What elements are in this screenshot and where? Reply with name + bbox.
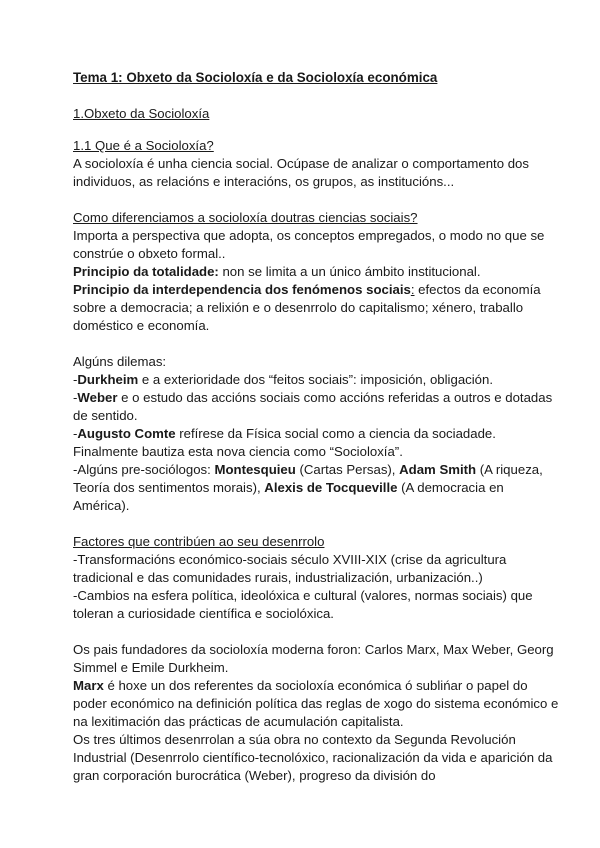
factor-item-2: -Cambios na esfera política, ideolóxica e cultural (valores, normas sociais) que toleran a curiosidade científica e sociolóxica.	[73, 588, 533, 621]
name-marx: Marx	[73, 678, 104, 693]
dilema-durkheim	[73, 371, 560, 389]
spacer	[73, 335, 560, 353]
section-heading: 1.Obxeto da Socioloxía	[73, 106, 210, 121]
dash: -	[73, 372, 78, 387]
dash: -	[73, 426, 78, 441]
paragraph-perspectiva: Importa a perspectiva que adopta, os conceptos empregados, o modo no que se constrúe o obxeto formal..	[73, 228, 545, 261]
paragraph-revolucion: Os tres últimos desenrrolan a súa obra no contexto da Segunda Revolución Industrial (Desenrrolo científico-tecnolóxico, racionalización da vida e aparición da gran corporación burocrática (Weber), progreso da división do	[73, 732, 553, 783]
text-weber: e o estudo das accións sociais como accións referidas a outros e dotadas de sentido.	[73, 390, 553, 423]
name-smith: Adam Smith	[399, 462, 477, 477]
spacer	[73, 515, 560, 533]
term-interdependencia: Principio da interdependencia dos fenómenos sociais	[73, 282, 411, 297]
document-title: Tema 1: Obxeto da Socioloxía e da Socioloxía económica	[73, 70, 438, 85]
subsection-heading-que-e: 1.1 Que é a Socioloxía?	[73, 138, 214, 153]
term-totalidade: Principio da totalidade:	[73, 264, 219, 279]
spacer	[73, 623, 560, 641]
dilemas-intro: Algúns dilemas:	[73, 354, 167, 369]
text-pre-intro: -Algúns pre-sociólogos:	[73, 462, 215, 477]
subsection-heading-diferenciar: Como diferenciamos a socioloxía doutras ciencias sociais?	[73, 210, 418, 225]
text-smith: (A riqueza, Teoría dos sentimentos morais),	[73, 462, 543, 495]
name-montesquieu: Montesquieu	[214, 462, 296, 477]
paragraph-marx	[73, 677, 560, 731]
spacer	[73, 191, 560, 209]
name-comte: Augusto Comte	[77, 426, 176, 441]
text-marx: é hoxe un dos referentes da socioloxía económica ó sublińar o papel do poder económico na definición política das reglas de xogo do sistema económico e na lexitimación das prácticas de acumulación capitalista.	[73, 678, 559, 729]
name-weber: Weber	[77, 390, 118, 405]
text-totalidade: non se limita a un único ámbito institucional.	[218, 264, 481, 279]
factor-item-1: -Transformacións económico-sociais século XVIII-XIX (crise da agricultura tradicional e das comunidades rurais, industrialización, urbanización..)	[73, 552, 507, 585]
subsection-heading-factores: Factores que contribúen ao seu desenrrolo	[73, 534, 325, 549]
name-durkheim: Durkheim	[77, 372, 139, 387]
name-tocqueville: Alexis de Tocqueville	[264, 480, 398, 495]
dilema-weber	[73, 389, 560, 425]
dilema-comte	[73, 425, 560, 461]
dash: -	[73, 390, 78, 405]
text-interdependencia: efectos da economía sobre a democracia; a relixión e o desenrrolo do capitalismo; xénero, traballo doméstico e economía.	[73, 282, 541, 333]
text-montesquieu: (Cartas Persas),	[295, 462, 400, 477]
paragraph-definicion: A socioloxía é unha ciencia social. Ocúpase de analizar o comportamento dos individuos, as relacións e interacións, os grupos, as institucións...	[73, 156, 529, 189]
text-comte: refírese da Física social como a ciencia da sociadade. Finalmente bautiza esta nova ciencia como “Socioloxía”.	[73, 426, 496, 459]
pre-sociologos	[73, 461, 560, 515]
paragraph-fundadores: Os pais fundadores da socioloxía moderna foron: Carlos Marx, Max Weber, Georg Simmel e Emile Durkheim.	[73, 642, 554, 675]
colon-interdependencia: :	[410, 282, 415, 297]
paragraph-interdependencia	[73, 281, 560, 335]
text-tocqueville: (A democracia en América).	[73, 480, 504, 513]
text-durkheim: e a exterioridade dos “feitos sociais”: imposición, obligación.	[138, 372, 494, 387]
paragraph-totalidade	[73, 263, 560, 281]
